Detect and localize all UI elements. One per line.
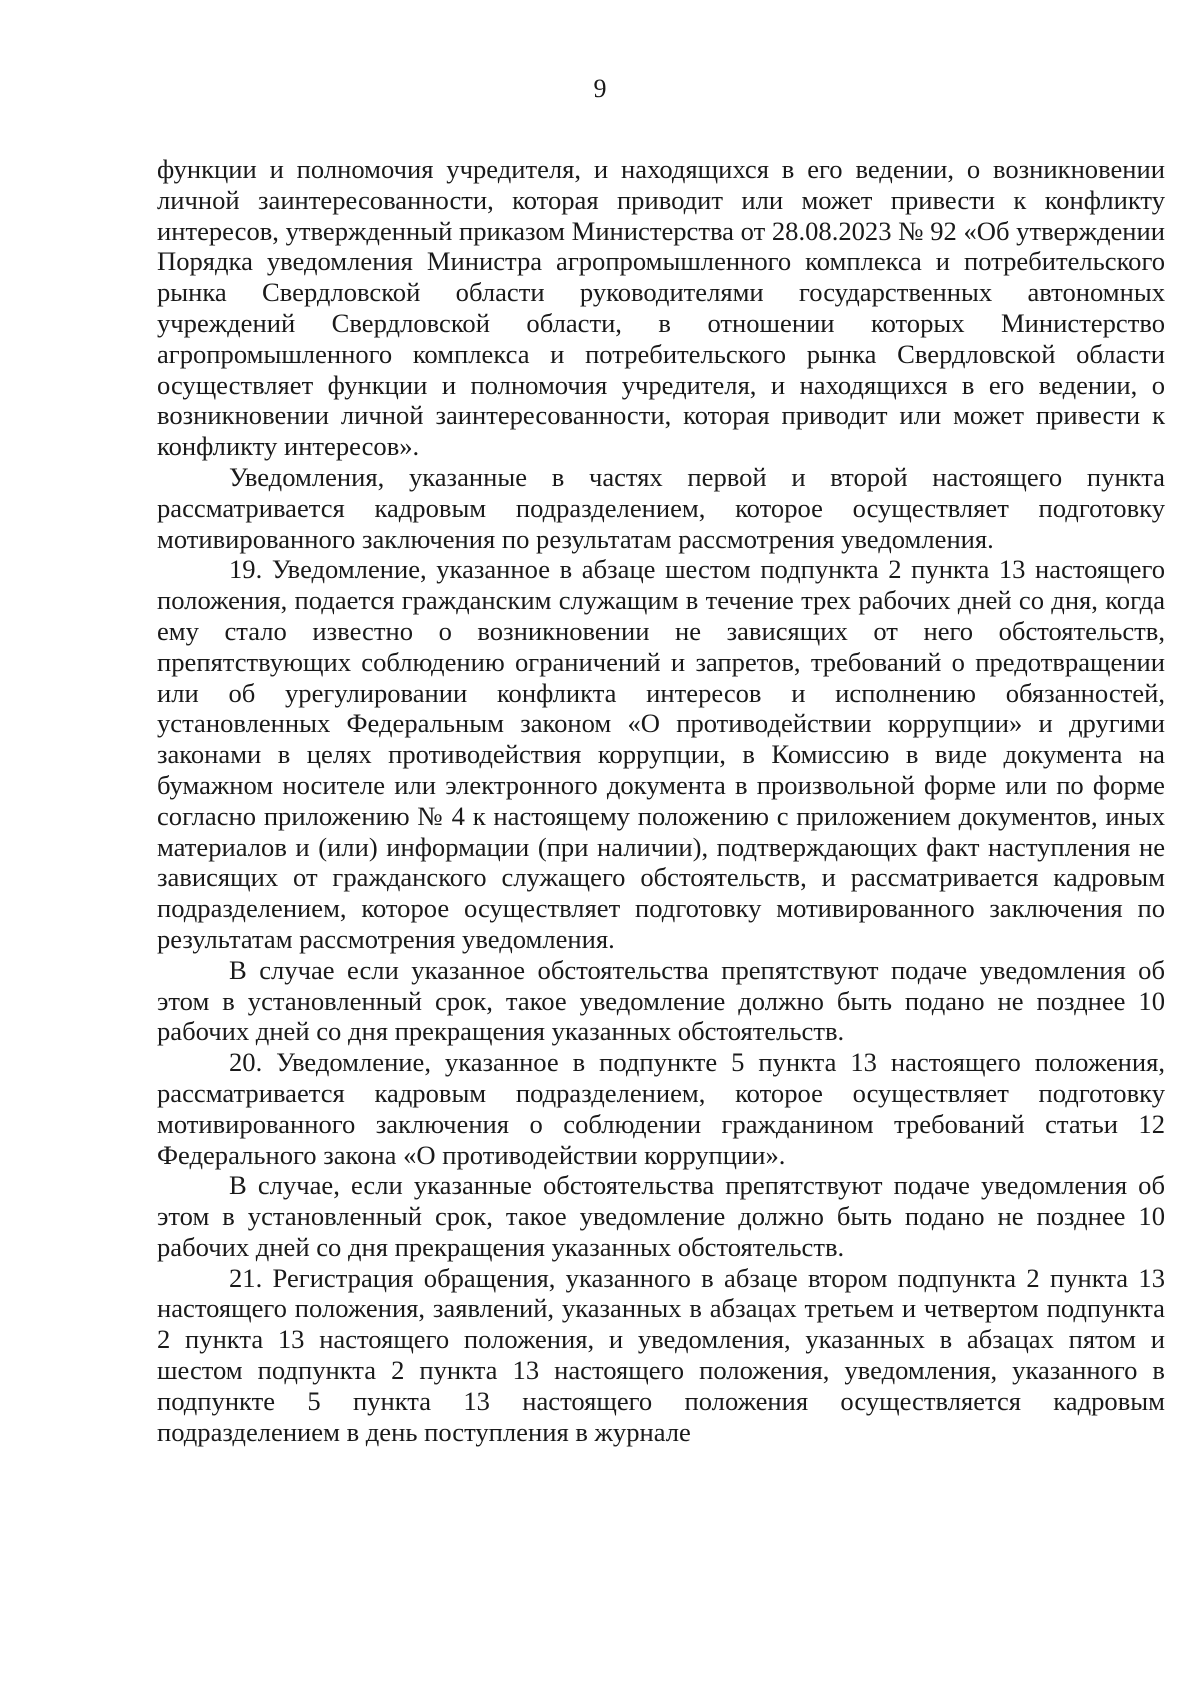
paragraph: функции и полномочия учредителя, и находящихся в его ведении, о возникновении личной заинтересованности, которая приводит или может привести к конфликту интересов, утвержденный приказом Министерства от 28.08.2023 № 92 «Об утверждении Порядка уведомления Министра агропромышленного комплекса и потребительского рынка Свердловской области руководителями государственных автономных учреждений Свердловской области, в отношении которых Министерство агропромышленного комплекса и потребительского рынка Свердловской области осуществляет функции и полномочия учредителя, и находящихся в его ведении, о возникновении личной заинтересованности, которая приводит или может привести к конфликту интересов».: [157, 154, 1165, 462]
paragraph: Уведомления, указанные в частях первой и второй настоящего пункта рассматривается кадровым подразделением, которое осуществляет подготовку мотивированного заключения по результатам рассмотрения уведомления.: [157, 461, 1165, 554]
paragraph: 21. Регистрация обращения, указанного в абзаце втором подпункта 2 пункта 13 настоящего положения, заявлений, указанных в абзацах третьем и четвертом подпункта 2 пункта 13 настоящего положения, и уведомления, указанных в абзацах пятом и шестом подпункта 2 пункта 13 настоящего положения, уведомления, указанного в подпункте 5 пункта 13 настоящего положения осуществляется кадровым подразделением в день поступления в журнале: [157, 1262, 1165, 1447]
paragraph: 19. Уведомление, указанное в абзаце шестом подпункта 2 пункта 13 настоящего положения, подается гражданским служащим в течение трех рабочих дней со дня, когда ему стало известно о возникновении не зависящих от него обстоятельств, препятствующих соблюдению ограничений и запретов, требований о предотвращении или об урегулировании конфликта интересов и исполнению обязанностей, установленных Федеральным законом «О противодействии коррупции» и другими законами в целях противодействия коррупции, в Комиссию в виде документа на бумажном носителе или электронного документа в произвольной форме или по форме согласно приложению № 4 к настоящему положению с приложением документов, иных материалов и (или) информации (при наличии), подтверждающих факт наступления не зависящих от гражданского служащего обстоятельств, и рассматривается кадровым подразделением, которое осуществляет подготовку мотивированного заключения по результатам рассмотрения уведомления.: [157, 554, 1165, 954]
paragraph: 20. Уведомление, указанное в подпункте 5 пункта 13 настоящего положения, рассматривается кадровым подразделением, которое осуществляет подготовку мотивированного заключения о соблюдении гражданином требований статьи 12 Федерального закона «О противодействии коррупции».: [157, 1047, 1165, 1170]
document-body: [157, 154, 1165, 1447]
paragraph: В случае если указанное обстоятельства препятствуют подаче уведомления об этом в установленный срок, такое уведомление должно быть подано не позднее 10 рабочих дней со дня прекращения указанных обстоятельств.: [157, 954, 1165, 1047]
paragraph: В случае, если указанные обстоятельства препятствуют подаче уведомления об этом в установленный срок, такое уведомление должно быть подано не позднее 10 рабочих дней со дня прекращения указанных обстоятельств.: [157, 1170, 1165, 1262]
page-number: 9: [593, 74, 607, 103]
